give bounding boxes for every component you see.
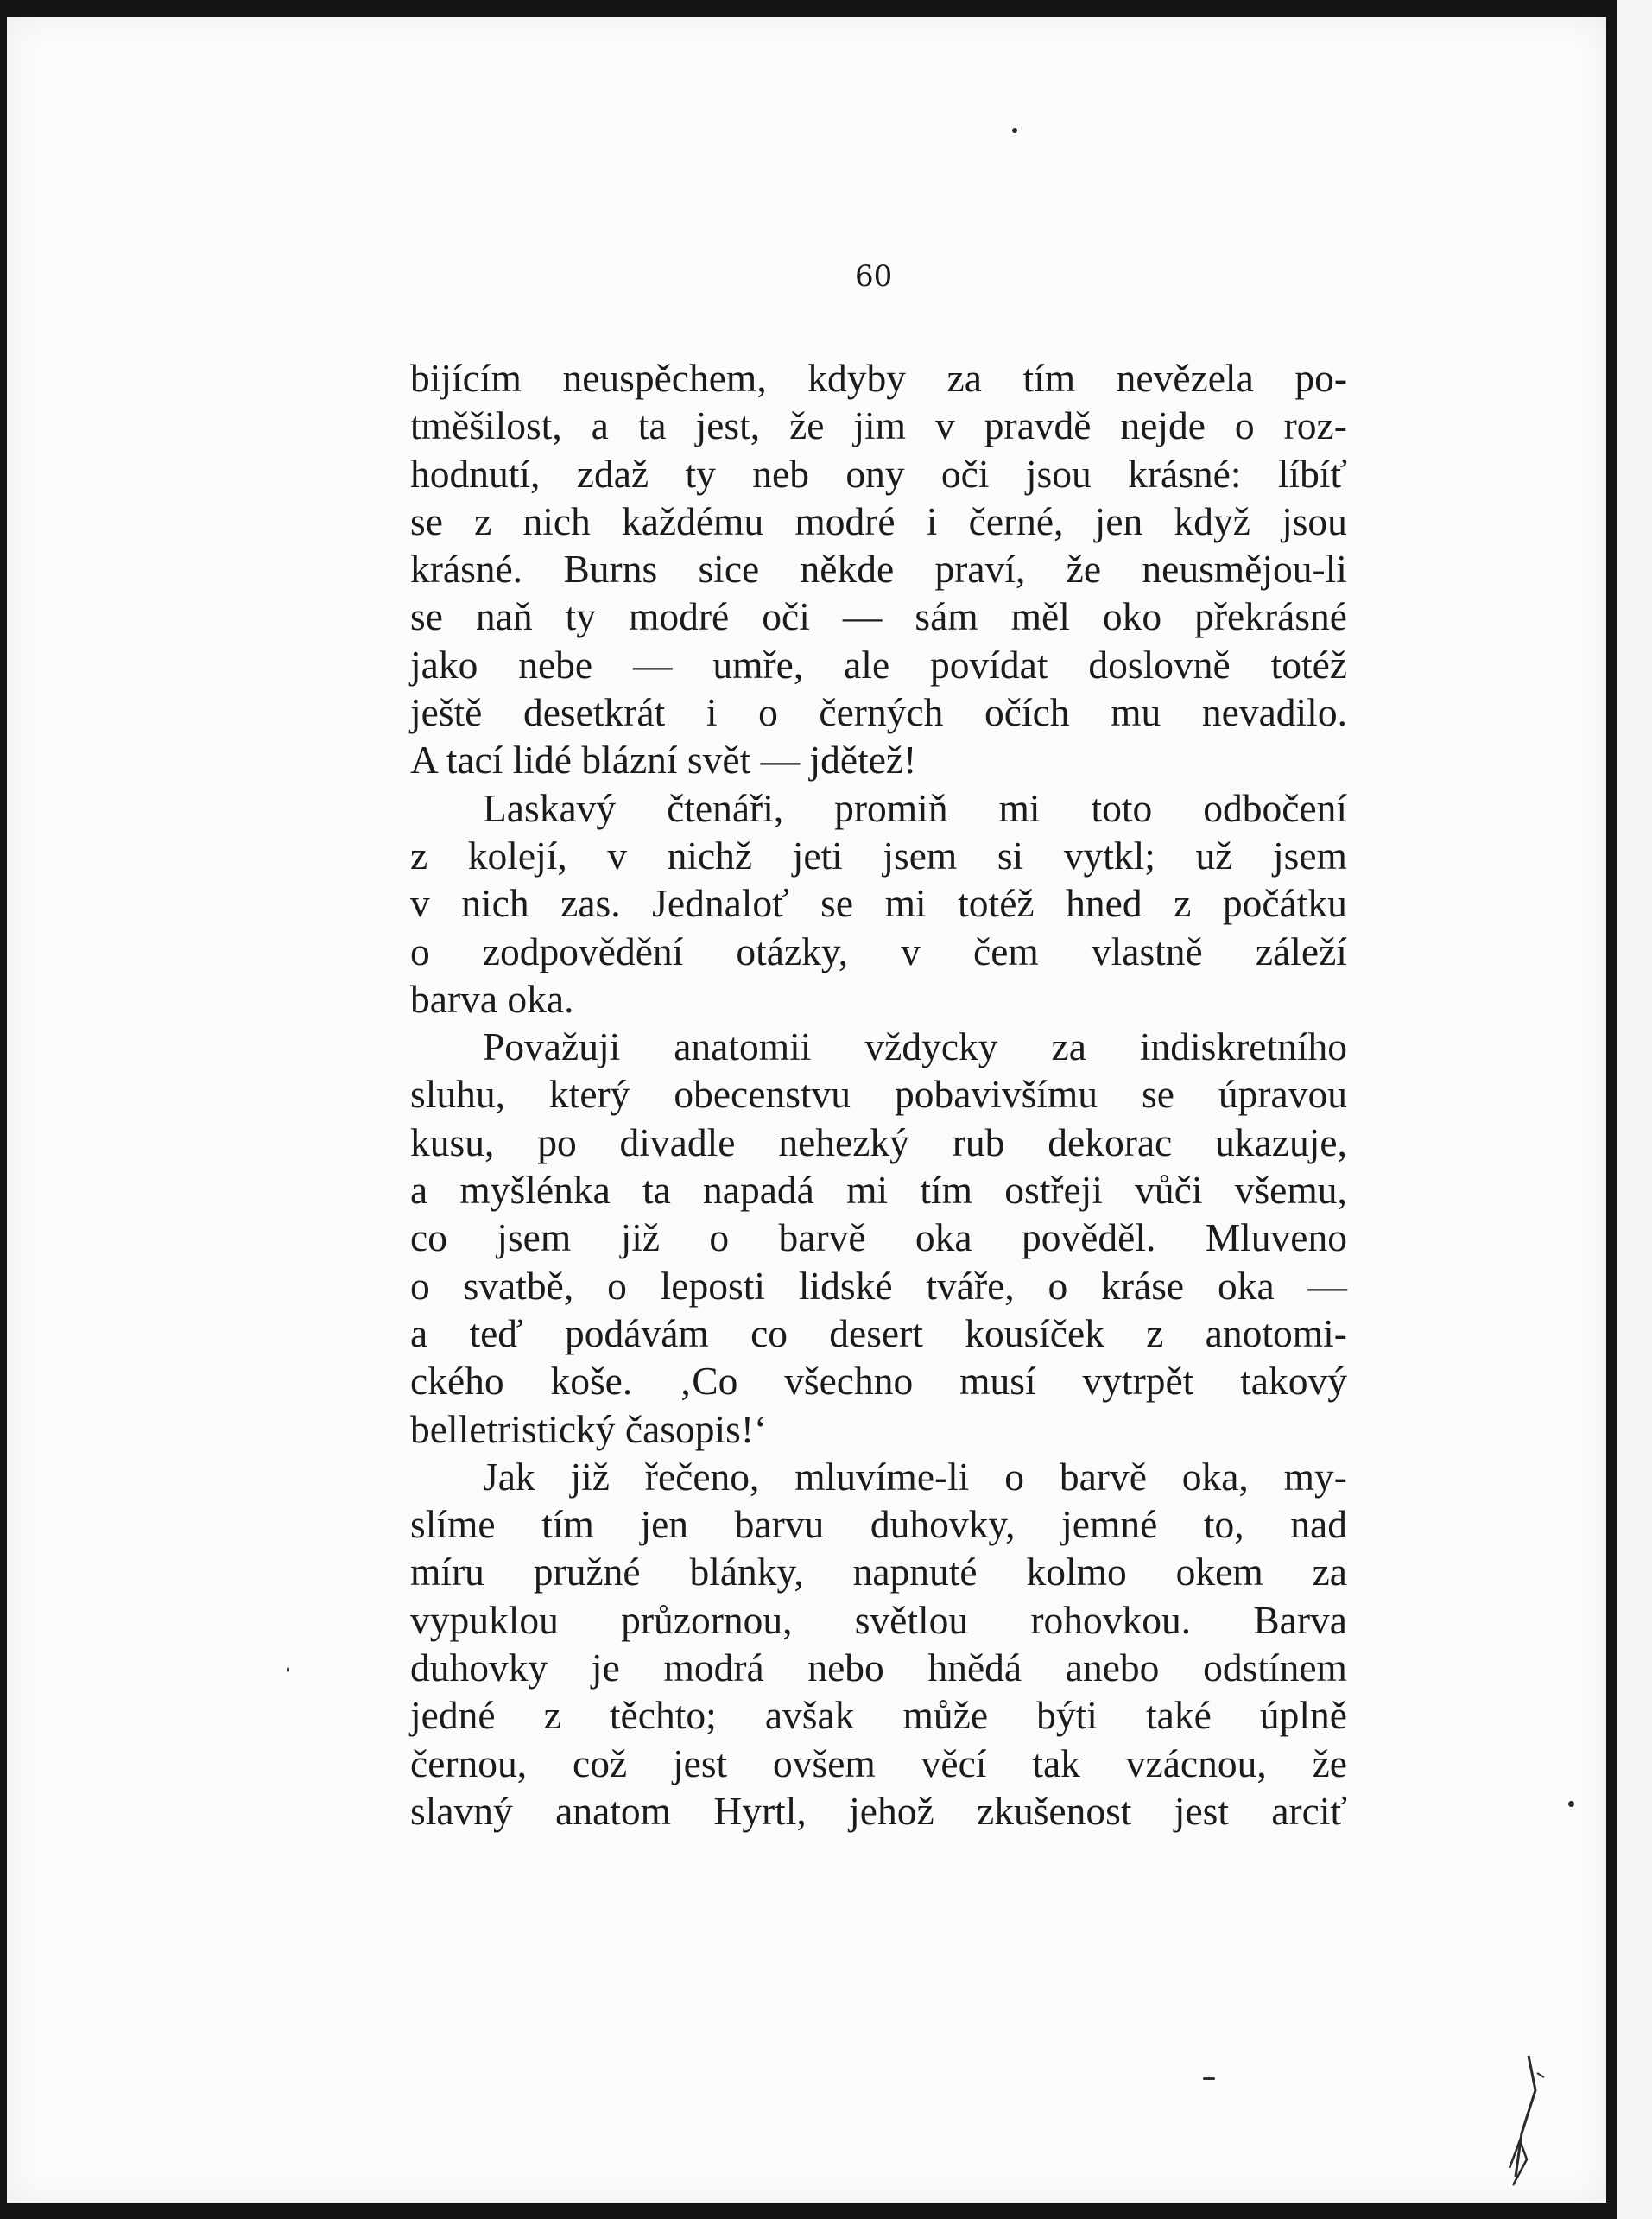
word: se <box>410 594 443 639</box>
word: tím <box>1022 356 1076 400</box>
word: pověděl. <box>1021 1215 1156 1260</box>
handwritten-mark-icon <box>1468 2038 1563 2194</box>
word: nebo <box>807 1645 884 1690</box>
word: těchto; <box>609 1693 717 1738</box>
word: černou, <box>410 1740 528 1785</box>
word: praví, <box>934 547 1026 592</box>
word: tak <box>1032 1740 1080 1785</box>
word: nichž <box>667 833 753 878</box>
word: leposti <box>660 1263 765 1308</box>
word: bijícím <box>410 356 522 400</box>
word: nich <box>522 498 591 543</box>
word: nich <box>461 881 529 926</box>
word: napnuté <box>852 1550 978 1595</box>
text-line <box>410 1500 1347 1548</box>
word: také <box>1146 1693 1212 1738</box>
word: ty <box>565 594 597 639</box>
word: již <box>620 1215 661 1260</box>
word: jsem <box>497 1215 572 1260</box>
text-line <box>410 1070 1347 1118</box>
word: jsem <box>883 833 958 878</box>
word: co <box>410 1215 447 1260</box>
word: Mluveno <box>1205 1215 1347 1260</box>
word: jako <box>410 642 478 687</box>
word: si <box>997 833 1024 878</box>
dust-speck <box>1203 2077 1215 2080</box>
word: jim <box>853 403 907 448</box>
word: nevězela <box>1116 356 1254 400</box>
word: odstínem <box>1203 1645 1347 1690</box>
word: v <box>410 881 430 926</box>
text-line <box>410 1309 1347 1357</box>
word: kráse <box>1101 1263 1185 1308</box>
word: i <box>706 690 718 735</box>
word: jest <box>673 1740 728 1785</box>
word: černých <box>819 690 944 735</box>
dust-speck <box>1568 1801 1574 1807</box>
word: napadá <box>703 1168 814 1213</box>
word: to, <box>1203 1502 1244 1547</box>
text-line <box>410 1644 1347 1691</box>
word: úplně <box>1259 1693 1347 1738</box>
text-line <box>410 1023 1347 1070</box>
word: oka <box>1217 1263 1275 1308</box>
word: ony <box>845 451 905 496</box>
word: lidské <box>798 1263 893 1308</box>
word: o <box>758 690 778 735</box>
text-line <box>410 688 1347 736</box>
word: a <box>591 403 609 448</box>
word: ovšem <box>773 1740 876 1785</box>
text-line <box>410 1548 1347 1595</box>
word: anatom <box>555 1788 672 1833</box>
word: nad <box>1290 1502 1347 1547</box>
word: jen <box>1094 498 1143 543</box>
word: mi <box>846 1168 889 1213</box>
word: očích <box>984 690 1070 735</box>
word: mi <box>998 785 1041 830</box>
text-line <box>410 641 1347 688</box>
text-line <box>410 1357 1347 1404</box>
word: desetkrát <box>522 690 666 735</box>
word: že <box>789 403 825 448</box>
word: o <box>1234 403 1255 448</box>
word: barvu <box>734 1502 825 1547</box>
word: pravdě <box>984 403 1092 448</box>
word: ty <box>685 451 716 496</box>
word: blánky, <box>689 1550 804 1595</box>
text-line <box>410 1214 1347 1261</box>
text-line <box>410 354 1347 402</box>
word: jest, <box>695 403 761 448</box>
word: neuspěchem, <box>562 356 767 400</box>
text-line <box>410 402 1347 449</box>
word: divadle <box>619 1119 736 1164</box>
word: překrásné <box>1194 594 1347 639</box>
word: nevadilo. <box>1201 690 1347 735</box>
word: sám <box>915 594 978 639</box>
word: v <box>607 833 628 878</box>
word: že <box>1312 1740 1347 1785</box>
word: vypuklou <box>410 1597 559 1642</box>
word: oči <box>940 451 990 496</box>
text-line <box>410 1787 1347 1835</box>
text-line <box>410 1262 1347 1309</box>
word: jemné <box>1061 1502 1158 1547</box>
word: anotomi- <box>1205 1310 1347 1355</box>
word: ta <box>637 403 667 448</box>
word: z <box>1146 1310 1164 1355</box>
word: o <box>709 1215 730 1260</box>
word: je <box>591 1645 620 1690</box>
word: kusu, <box>410 1119 495 1164</box>
word: Považuji <box>483 1024 621 1069</box>
word: v <box>901 929 921 973</box>
word: zkušenost <box>977 1788 1132 1833</box>
word: barvě <box>778 1215 866 1260</box>
word: kolejí, <box>467 833 567 878</box>
word: krásné: <box>1128 451 1242 496</box>
text-line <box>410 593 1347 640</box>
page-edge-strip <box>1617 0 1652 2219</box>
word: vždycky <box>864 1024 998 1069</box>
word: totéž <box>958 881 1035 926</box>
word: roz- <box>1283 403 1347 448</box>
word: tím <box>920 1168 973 1213</box>
word: umře, <box>712 642 804 687</box>
word: záleží <box>1255 929 1347 973</box>
word: Burns <box>563 547 658 592</box>
word: anatomii <box>674 1024 812 1069</box>
word: vzácnou, <box>1125 1740 1267 1785</box>
word: líbíť <box>1277 451 1347 496</box>
word: sice <box>698 547 760 592</box>
word: jsou <box>1282 498 1347 543</box>
word: Jednalоť <box>652 881 789 926</box>
word: vůči <box>1135 1168 1203 1213</box>
word: otázky, <box>736 929 849 973</box>
text-line <box>410 498 1347 545</box>
word: kdyby <box>807 356 906 400</box>
word: mluvíme-li <box>794 1454 970 1499</box>
word: doslovně <box>1088 642 1231 687</box>
word: jehož <box>849 1788 934 1833</box>
word: arciť <box>1271 1788 1347 1833</box>
word: o <box>410 929 430 973</box>
word: ta <box>642 1168 671 1213</box>
word: koše. <box>550 1359 633 1404</box>
word: modré <box>794 498 896 543</box>
word: tváře, <box>926 1263 1015 1308</box>
word: se <box>410 498 443 543</box>
word: Barva <box>1253 1597 1347 1642</box>
text-line <box>410 784 1347 832</box>
word: hnědá <box>927 1645 1022 1690</box>
word: zodpovědění <box>482 929 684 973</box>
word: za <box>1051 1024 1086 1069</box>
word: dekorac <box>1048 1119 1173 1164</box>
word: krásné. <box>410 547 523 592</box>
text-line <box>410 879 1347 927</box>
word: se <box>820 881 854 926</box>
word: o <box>1048 1263 1068 1308</box>
word: modrá <box>663 1645 764 1690</box>
word: duhovky <box>410 1645 548 1690</box>
word: oko <box>1102 594 1162 639</box>
word: čtenáři, <box>667 785 784 830</box>
word: obecenstvu <box>674 1072 851 1117</box>
word: rub <box>952 1119 1005 1164</box>
word: černé, <box>968 498 1064 543</box>
word: barvě <box>1059 1454 1147 1499</box>
word: nehezký <box>778 1119 909 1164</box>
word: o <box>1004 1454 1025 1499</box>
word: jedné <box>410 1693 496 1738</box>
word: jsem <box>1272 833 1347 878</box>
word: oka, <box>1181 1454 1249 1499</box>
word: průzornou, <box>621 1597 793 1642</box>
word: jeti <box>792 833 843 878</box>
word: — <box>1307 1263 1347 1308</box>
word: po <box>537 1119 577 1164</box>
word: každému <box>621 498 764 543</box>
text-line <box>410 1596 1347 1644</box>
text-line <box>410 1691 1347 1739</box>
word: jen <box>640 1502 689 1547</box>
word: oči <box>762 594 810 639</box>
word: a <box>410 1168 428 1213</box>
dust-speck <box>1012 128 1017 133</box>
word: Hyrtl, <box>713 1788 807 1833</box>
word: povídat <box>930 642 1048 687</box>
word: toto <box>1091 785 1153 830</box>
word: jsou <box>1025 451 1092 496</box>
text-line <box>410 1740 1347 1787</box>
word: neusmějou-li <box>1142 547 1347 592</box>
word: avšak <box>764 1693 855 1738</box>
word: naň <box>475 594 533 639</box>
word: promiň <box>834 785 948 830</box>
word: pružné <box>533 1550 641 1595</box>
word: sluhu, <box>410 1072 505 1117</box>
word: ještě <box>410 690 483 735</box>
word: duhovky, <box>870 1502 1016 1547</box>
word: ckého <box>410 1359 504 1404</box>
word: odbočení <box>1203 785 1347 830</box>
word: oka <box>915 1215 972 1260</box>
word: vlastně <box>1091 929 1203 973</box>
word: neb <box>752 451 809 496</box>
word: ostřeji <box>1004 1168 1103 1213</box>
word: vytkl; <box>1063 833 1155 878</box>
word: teď <box>469 1310 523 1355</box>
word: Laskavý <box>483 785 617 830</box>
word: ‚Co <box>679 1359 738 1404</box>
word: svatbě, <box>463 1263 574 1308</box>
word: — <box>842 594 883 639</box>
word: řečeno, <box>644 1454 760 1499</box>
word: totéž <box>1270 642 1347 687</box>
word: počátku <box>1222 881 1347 926</box>
word: o <box>410 1263 430 1308</box>
word: z <box>474 498 492 543</box>
word: kolmo <box>1026 1550 1127 1595</box>
word: všemu, <box>1234 1168 1347 1213</box>
word: a <box>410 1310 428 1355</box>
word: nebe <box>518 642 593 687</box>
word: se <box>1142 1072 1174 1117</box>
word: indiskretního <box>1139 1024 1347 1069</box>
word: ale <box>844 642 890 687</box>
word: z <box>410 833 428 878</box>
word: podávám <box>565 1310 709 1355</box>
word: světlou <box>854 1597 969 1642</box>
word: ukazuje, <box>1215 1119 1347 1164</box>
word: takový <box>1240 1359 1347 1404</box>
text-line: A tací lidé blázní svět — jdětež! <box>410 738 917 783</box>
word: míru <box>410 1550 484 1595</box>
word: jest <box>1174 1788 1229 1833</box>
dust-speck <box>287 1667 289 1672</box>
word: pobavivšímu <box>894 1072 1098 1117</box>
word: může <box>902 1693 989 1738</box>
text-line: belletristický časopis!‘ <box>410 1406 768 1451</box>
text-line <box>410 545 1347 593</box>
word: kousíček <box>965 1310 1104 1355</box>
word: když <box>1174 498 1250 543</box>
word: za <box>1312 1550 1347 1595</box>
word: modré <box>629 594 730 639</box>
word: v <box>935 403 955 448</box>
word: anebo <box>1065 1645 1160 1690</box>
word: zdaž <box>576 451 649 496</box>
text-line <box>410 450 1347 498</box>
word: slavný <box>410 1788 513 1833</box>
text-line <box>410 1453 1347 1500</box>
word: okem <box>1175 1550 1263 1595</box>
body-text <box>410 354 1347 1835</box>
word: o <box>607 1263 627 1308</box>
word: my- <box>1283 1454 1347 1499</box>
word: za <box>946 356 982 400</box>
text-line <box>410 1119 1347 1166</box>
word: slíme <box>410 1502 496 1547</box>
word: i <box>926 498 938 543</box>
text-line <box>410 832 1347 879</box>
word: Jak <box>483 1454 535 1499</box>
word: mi <box>884 881 927 926</box>
word: všechno <box>784 1359 914 1404</box>
word: z <box>1174 881 1192 926</box>
text-line <box>410 928 1347 975</box>
word: z <box>543 1693 561 1738</box>
word: měl <box>1010 594 1070 639</box>
word: hodnutí, <box>410 451 541 496</box>
word: hned <box>1066 881 1142 926</box>
word: čem <box>973 929 1039 973</box>
word: co <box>750 1310 788 1355</box>
word: což <box>573 1740 628 1785</box>
word: — <box>632 642 673 687</box>
word: věcí <box>921 1740 987 1785</box>
word: zas. <box>560 881 621 926</box>
word: již <box>570 1454 610 1499</box>
word: desert <box>829 1310 923 1355</box>
word: mu <box>1111 690 1161 735</box>
word: po- <box>1294 356 1347 400</box>
word: nejde <box>1120 403 1206 448</box>
word: že <box>1066 547 1102 592</box>
text-line: barva oka. <box>410 976 574 1021</box>
word: úpravou <box>1218 1072 1347 1117</box>
word: tměšilost, <box>410 403 562 448</box>
text-line <box>410 1166 1347 1214</box>
word: tím <box>541 1502 594 1547</box>
word: býti <box>1036 1693 1098 1738</box>
word: vytrpět <box>1082 1359 1194 1404</box>
word: musí <box>959 1359 1036 1404</box>
word: který <box>548 1072 630 1117</box>
word: už <box>1195 833 1233 878</box>
page-number: 60 <box>855 259 893 294</box>
word: myšlénka <box>459 1168 611 1213</box>
word: rohovkou. <box>1030 1597 1192 1642</box>
word: někde <box>800 547 895 592</box>
